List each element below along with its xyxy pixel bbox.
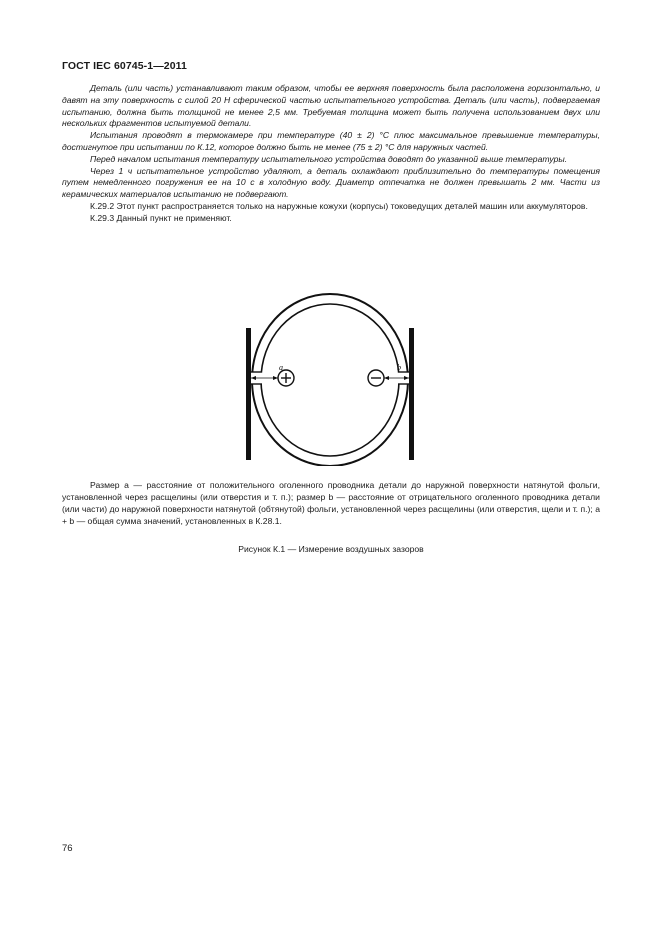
- air-clearance-figure: [238, 290, 422, 466]
- document-header: ГОСТ IEC 60745-1—2011: [62, 60, 187, 72]
- paragraph-k2922: К.29.2 Этот пункт распространяется только на наружные кожухи (корпусы) токоведущих деталей машин или аккумуляторов.: [90, 200, 588, 211]
- paragraph-cooling: Через 1 ч испытательное устройство удаляют, а деталь охлаждают приблизительно до температуры помещения путем немедленного погружения ее на 10 с в холодную воду. Диаметр отпечатка не должен превышать 2 мм. Части из керамических материалов испытанию не подвергают.: [62, 165, 600, 200]
- outer-housing-outline: [252, 294, 408, 466]
- right-foil-plate: [409, 328, 414, 460]
- label-b: b: [397, 363, 401, 372]
- left-foil-plate: [246, 328, 251, 460]
- paragraph-placement: Деталь (или часть) устанавливают таким образом, чтобы ее верхняя поверхность была расположена горизонтально, и давят на эту поверхность с силой 20 Н сферической частью испытательного устройства. Деталь (или часть), подвергаемая испытанию, должна быть толщиной не менее 2,5 мм. Требуемая толщина может быть получена использованием двух или нескольких фрагментов испытуемой детали.: [62, 83, 600, 129]
- figure-title: Рисунок К.1 — Измерение воздушных зазоров: [238, 544, 424, 554]
- page-number: 76: [62, 843, 73, 854]
- paragraph-preheat: Перед началом испытания температуру испытательного устройства доводят до указанной выше температуры.: [90, 153, 568, 164]
- figure-caption-paragraph: Размер a — расстояние от положительного оголенного проводника детали до наружной поверхности натянутой фольги, установленной через расщелины (или отверстия и т. п.); размер b — расстояние от отрицательного оголенного проводника детали (или части) до наружной поверхности натянутой (обтянутой) фольги, установленной через расщелины (или отверстия, щели и т. п.); a + b — общая сумма значений, установленных в К.28.1.: [62, 480, 600, 526]
- figure-description: [62, 480, 600, 528]
- label-a: a: [279, 363, 283, 372]
- body-text: [62, 83, 600, 225]
- paragraph-k2923: К.29.3 Данный пункт не применяют.: [90, 212, 232, 223]
- paragraph-temperature: Испытания проводят в термокамере при температуре (40 ± 2) °С плюс максимальное превышение температуры, достигнутое при испытании по К.12, которое должно быть не менее (75 ± 2) °С для наружных частей.: [62, 130, 600, 152]
